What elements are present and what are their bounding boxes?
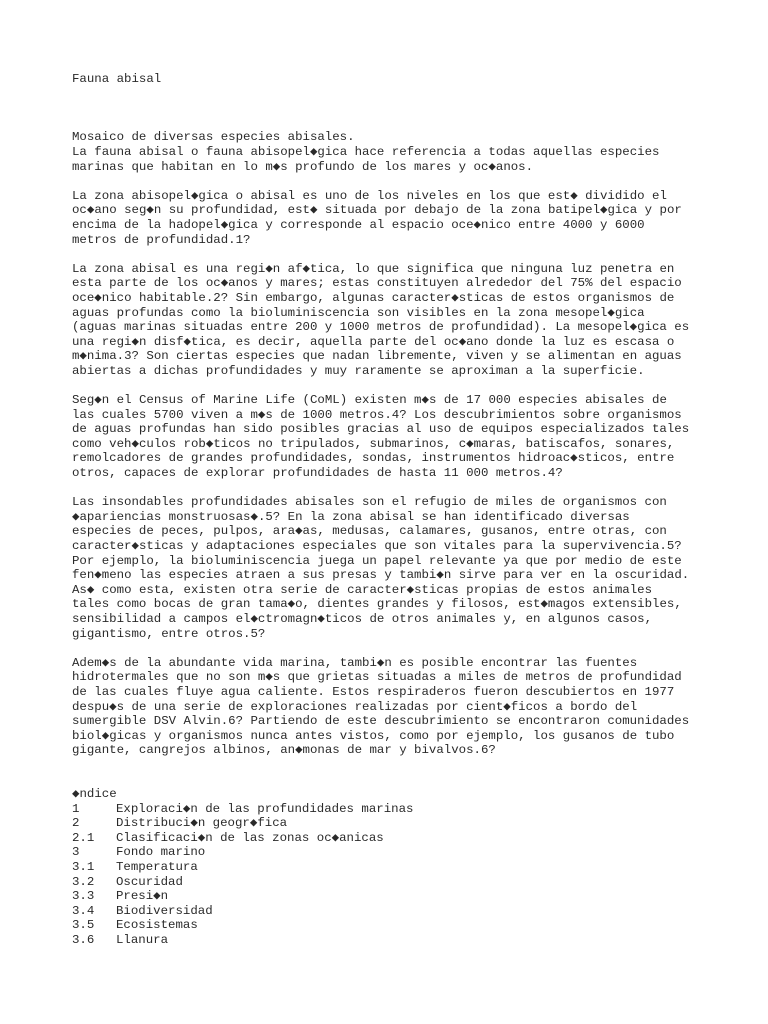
toc-item <box>72 831 712 846</box>
text-line: gigantismo, entre otros.5? <box>72 626 266 641</box>
paragraph-spacer <box>72 481 712 496</box>
text-line: sumergible DSV Alvin.6? Partiendo de este descubrimiento se encontraron comunidades <box>72 714 690 729</box>
text-line: remolcadores de grandes profundidades, sondas, instrumentos hidroac◆sticos, entre <box>72 451 675 466</box>
text-line: As◆ como esta, existen otra serie de caracter◆sticas propias de estos animales <box>72 582 653 597</box>
text-line: La zona abisal es una regi◆n af◆tica, lo que significa que ninguna luz penetra en <box>72 261 675 276</box>
text-line: encima de la hadopel◆gica y corresponde al espacio oce◆nico entre 4000 y 6000 <box>72 217 645 232</box>
toc-item-number: 3 <box>72 845 80 860</box>
spacer <box>72 87 712 116</box>
text-line: de aguas profundas han sido posibles gracias al uso de equipos especializados tales <box>72 422 690 437</box>
toc-item-label: Clasificaci◆n de las zonas oc◆anicas <box>116 830 384 845</box>
toc-item <box>72 802 712 817</box>
toc-item <box>72 845 712 860</box>
table-of-contents <box>72 787 712 948</box>
toc-item-label: Exploraci◆n de las profundidades marinas <box>116 801 414 816</box>
text-line: como veh◆culos rob◆ticos no tripulados, submarinos, c◆maras, batiscafos, sonares, <box>72 436 675 451</box>
text-line: sensibilidad a campos el◆ctromagn◆ticos de otros animales y, en algunos casos, <box>72 611 653 626</box>
text-line: otros, capaces de explorar profundidades de hasta 11 000 metros.4? <box>72 466 563 481</box>
text-line: abiertas a dichas profundidades y muy raramente se aproximan a la superficie. <box>72 363 645 378</box>
toc-item-number: 3.3 <box>72 889 95 904</box>
text-line: caracter◆sticas y adaptaciones especiales que son vitales para la supervivencia.5? <box>72 539 682 553</box>
text-line: esta parte de los oc◆anos y mares; estas constituyen alrededor del 75% del espacio <box>72 276 682 291</box>
text-line: Por ejemplo, la bioluminiscencia juega un papel relevante ya que por medio de este <box>72 553 682 568</box>
document-page <box>72 72 712 948</box>
spacer <box>72 116 712 131</box>
toc-item <box>72 889 712 904</box>
paragraph <box>72 393 712 481</box>
toc-item-number: 2.1 <box>72 830 95 845</box>
text-line: m◆nima.3? Son ciertas especies que nadan libremente, viven y se alimentan en aguas <box>72 349 682 364</box>
text-line: La zona abisopel◆gica o abisal es uno de los niveles en los que est◆ dividido el <box>72 188 667 203</box>
toc-item-number: 2 <box>72 816 80 831</box>
text-line: especies de peces, pulpos, ara◆as, medusas, calamares, gusanos, entre otras, con <box>72 524 667 539</box>
toc-item-number: 3.6 <box>72 933 95 948</box>
toc-item-label: Biodiversidad <box>116 903 213 918</box>
paragraph-spacer <box>72 378 712 393</box>
text-line: biol◆gicas y organismos nunca antes vistos, como por ejemplo, los gusanos de tubo <box>72 728 675 743</box>
text-line: Seg◆n el Census of Marine Life (CoML) existen m◆s de 17 000 especies abisales de <box>72 393 667 408</box>
text-line: (aguas marinas situadas entre 200 y 1000 metros de profundidad). La mesopel◆gica es <box>72 320 690 335</box>
toc-item-label: Fondo marino <box>116 845 206 860</box>
paragraph <box>72 130 712 174</box>
text-line: oce◆nico habitable.2? Sin embargo, algunas caracter◆sticas de estos organismos de <box>72 290 675 305</box>
text-line: gigante, cangrejos albinos, an◆monas de mar y bivalvos.6? <box>72 743 496 758</box>
paragraph-spacer <box>72 174 712 189</box>
text-line: tales como bocas de gran tama◆o, dientes grandes y filosos, est◆magos extensibles, <box>72 597 682 612</box>
body-text <box>72 130 712 758</box>
toc-item-number: 3.4 <box>72 903 95 918</box>
text-line: ◆apariencias monstruosas◆.5? En la zona abisal se han identificado diversas <box>72 509 630 524</box>
toc-item-number: 1 <box>72 801 80 816</box>
toc-item-label: Presi◆n <box>116 889 169 904</box>
text-line: Mosaico de diversas especies abisales. <box>72 130 355 145</box>
toc-item <box>72 933 712 948</box>
text-line: una regi◆n disf◆tica, es decir, aquella parte del oc◆ano donde la luz es escasa o <box>72 334 675 349</box>
toc-item-label: Temperatura <box>116 860 198 875</box>
text-line: oc◆ano seg◆n su profundidad, est◆ situada por debajo de la zona batipel◆gica y por <box>72 203 682 218</box>
text-line: despu◆s de una serie de exploraciones realizadas por cient◆ficos a bordo del <box>72 699 638 714</box>
toc-list <box>72 802 712 948</box>
toc-heading: ◆ndice <box>72 787 117 802</box>
text-line: las cuales 5700 viven a m◆s de 1000 metros.4? Los descubrimientos sobre organismos <box>72 407 682 422</box>
toc-item <box>72 875 712 890</box>
toc-item <box>72 904 712 919</box>
toc-item-number: 3.2 <box>72 874 95 889</box>
text-line: Adem◆s de la abundante vida marina, tambi◆n es posible encontrar las fuentes <box>72 655 638 670</box>
text-line: Las insondables profundidades abisales son el refugio de miles de organismos con <box>72 495 667 510</box>
paragraph <box>72 656 712 758</box>
paragraph <box>72 189 712 247</box>
text-line: fen◆meno las especies atraen a sus presas y tambi◆n sirve para ver en la oscuridad. <box>72 568 690 583</box>
paragraph-spacer <box>72 247 712 262</box>
text-line: marinas que habitan en lo m◆s profundo de los mares y oc◆anos. <box>72 159 534 174</box>
paragraph-spacer <box>72 641 712 656</box>
text-line: de las cuales fluye agua caliente. Estos respiraderos fueron descubiertos en 1977 <box>72 684 675 699</box>
text-line: metros de profundidad.1? <box>72 232 251 247</box>
toc-item-number: 3.5 <box>72 918 95 933</box>
toc-item-label: Oscuridad <box>116 874 183 889</box>
toc-item-label: Llanura <box>116 933 169 948</box>
toc-item-label: Distribuci◆n geogr◆fica <box>116 816 288 831</box>
paragraph <box>72 262 712 379</box>
toc-item <box>72 860 712 875</box>
text-line: aguas profundas como la bioluminiscencia son visibles en la zona mesopel◆gica <box>72 305 645 320</box>
spacer <box>72 758 712 787</box>
paragraph <box>72 495 712 641</box>
toc-item-label: Ecosistemas <box>116 918 198 933</box>
text-line: hidrotermales que no son m◆s que grietas situadas a miles de metros de profundidad <box>72 670 682 685</box>
toc-item-number: 3.1 <box>72 860 95 875</box>
toc-item <box>72 918 712 933</box>
document-title: Fauna abisal <box>72 72 162 86</box>
text-line: La fauna abisal o fauna abisopel◆gica hace referencia a todas aquellas especies <box>72 144 660 159</box>
toc-item <box>72 816 712 831</box>
